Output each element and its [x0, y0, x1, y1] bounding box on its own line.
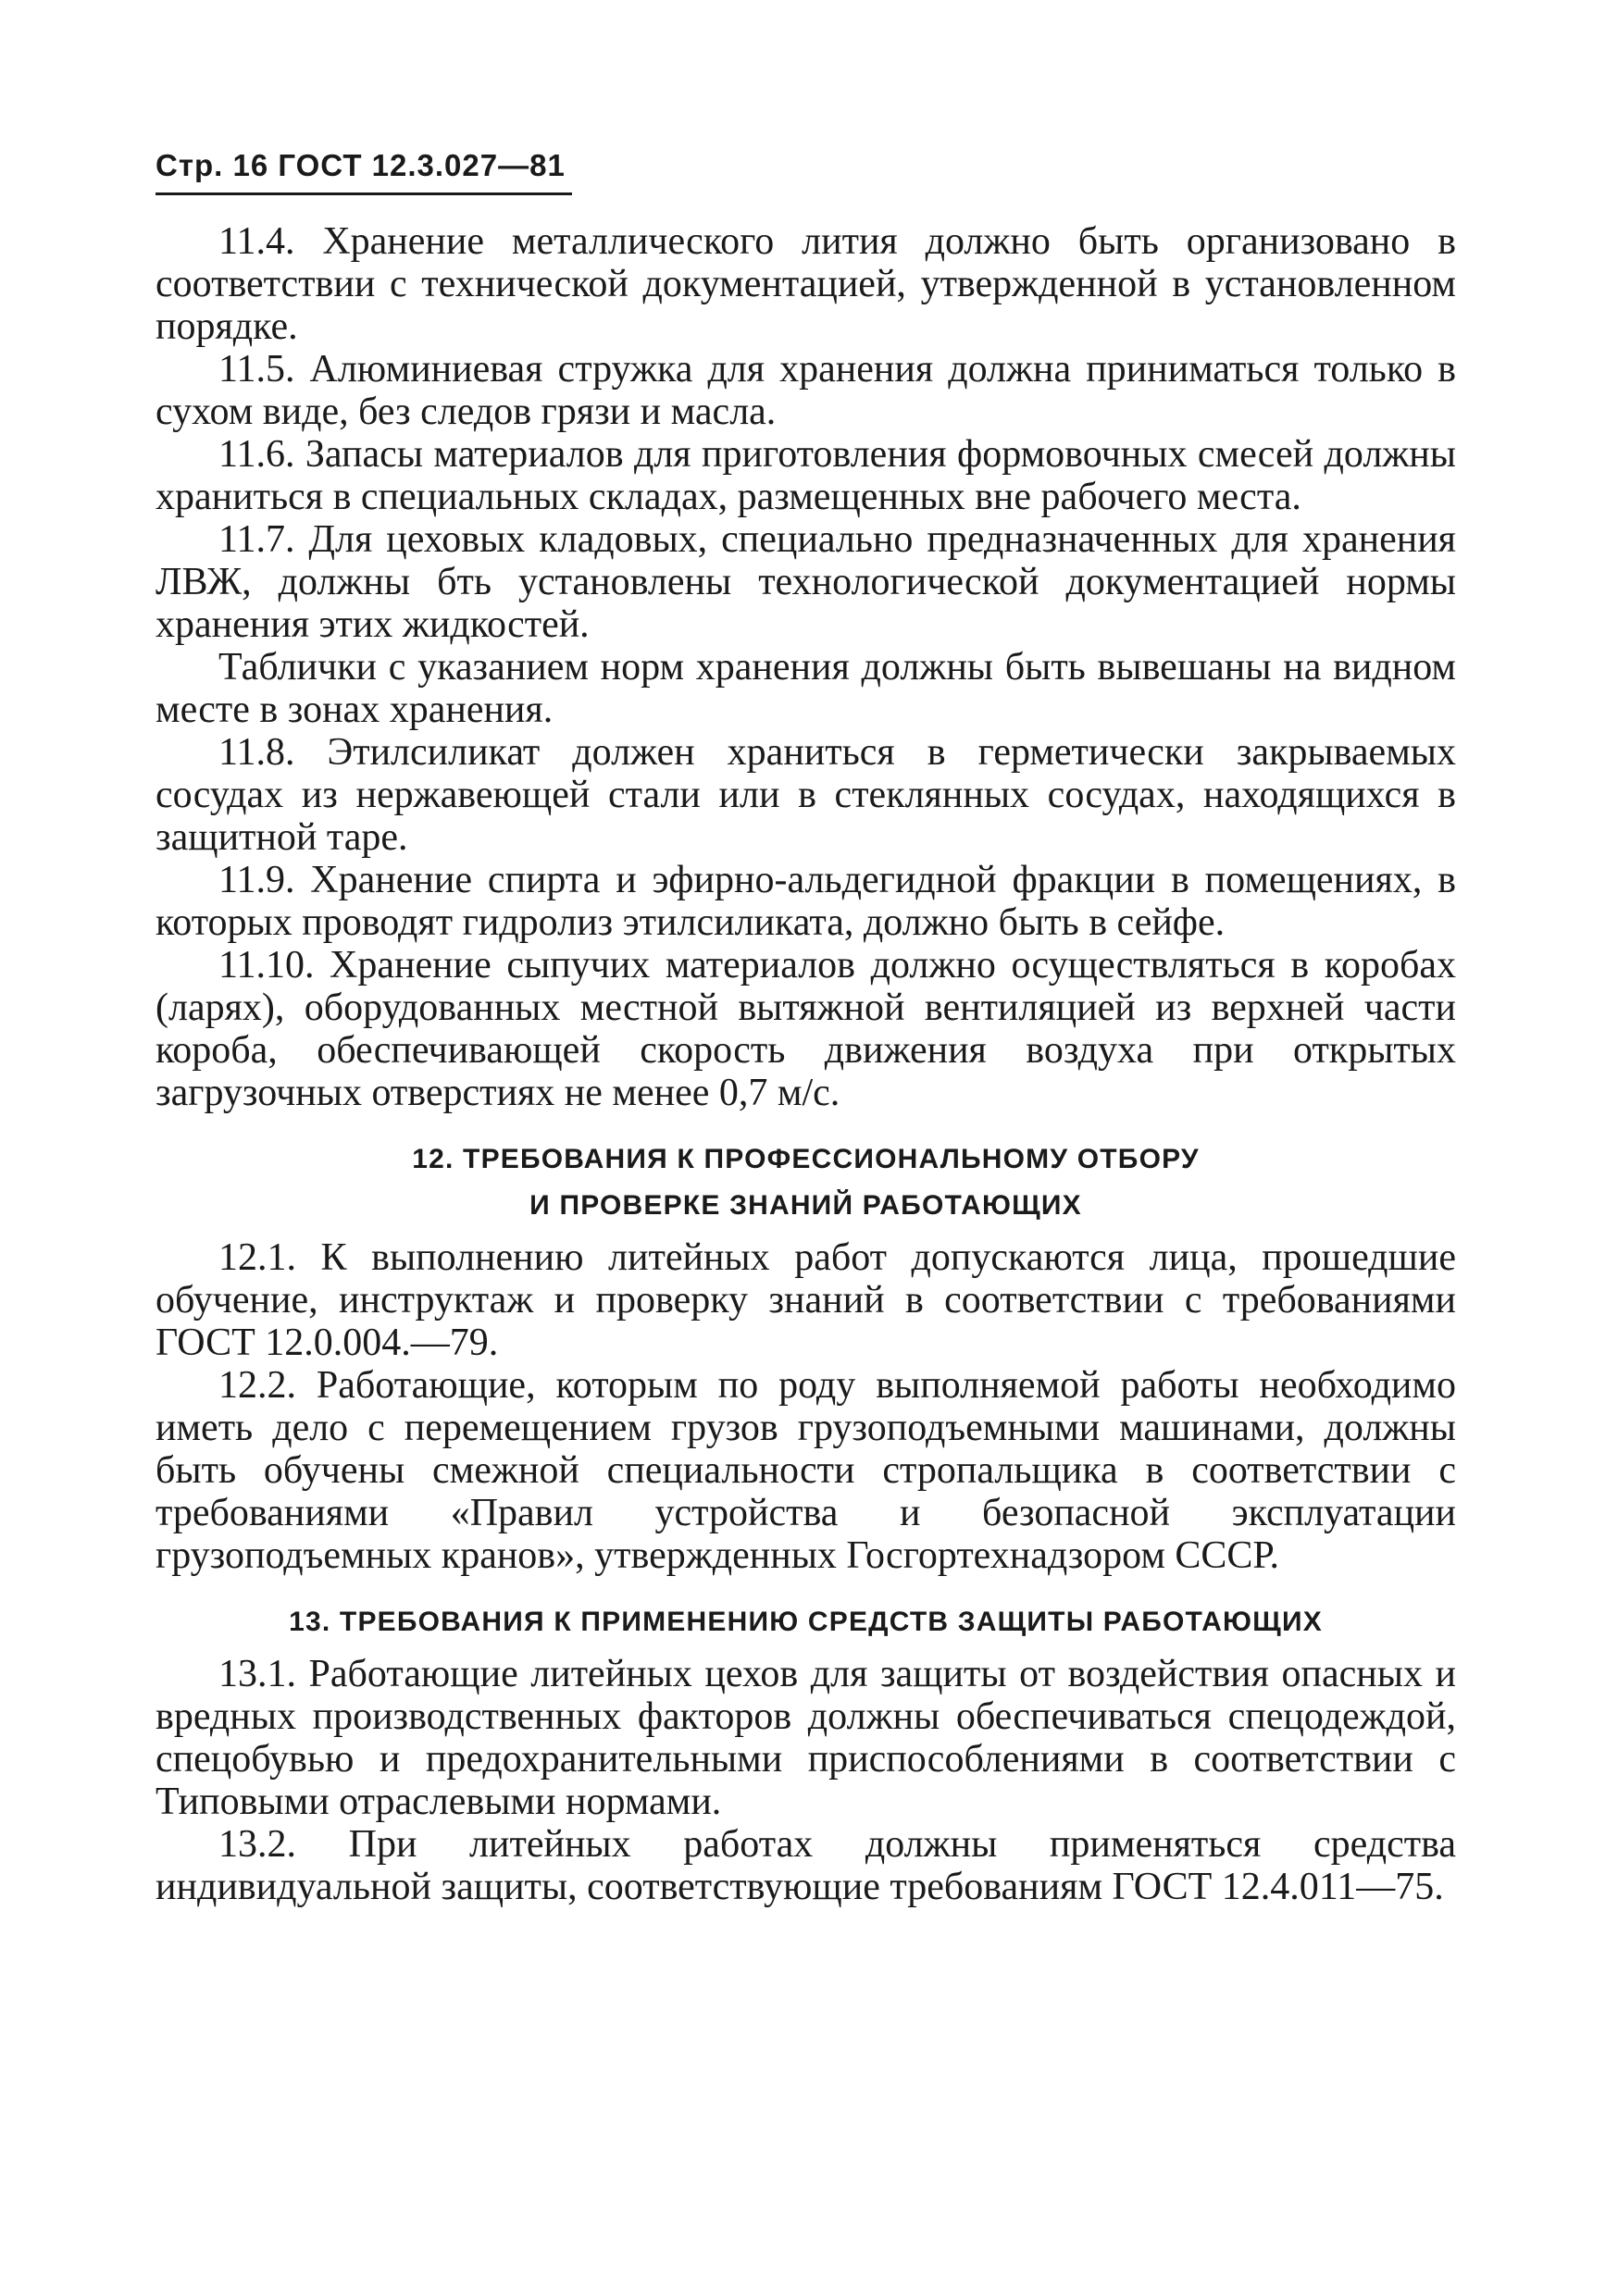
paragraph-13-1: 13.1. Работающие литейных цехов для защиты от воздействия опасных и вредных производственных факторов должны обеспечиваться спецодеждой, спецобувью и предохранительными приспособлениями в соответствии с Типовыми отраслевыми нормами. [156, 1653, 1456, 1823]
paragraph-11-5: 11.5. Алюминиевая стружка для хранения должна приниматься только в сухом виде, без следов грязи и масла. [156, 348, 1456, 433]
document-body [156, 220, 1456, 1908]
paragraph-11-7: 11.7. Для цеховых кладовых, специально предназначенных для хранения ЛВЖ, должны бть установлены технологической документацией нормы хранения этих жидкостей. [156, 518, 1456, 646]
paragraph-11-6: 11.6. Запасы материалов для приготовления формовочных смесей должны храниться в специальных складах, размещенных вне рабочего места. [156, 433, 1456, 518]
paragraph-13-2: 13.2. При литейных работах должны применяться средства индивидуальной защиты, соответствующие требованиям ГОСТ 12.4.011—75. [156, 1823, 1456, 1908]
paragraph-11-10: 11.10. Хранение сыпучих материалов должно осуществляться в коробах (ларях), оборудованных местной вытяжной вентиляцией из верхней части короба, обеспечивающей скорость движения воздуха при открытых загрузочных отверстиях не менее 0,7 м/с. [156, 944, 1456, 1114]
section-12-heading [156, 1136, 1456, 1229]
section-13-heading: 13. ТРЕБОВАНИЯ К ПРИМЕНЕНИЮ СРЕДСТВ ЗАЩИТЫ РАБОТАЮЩИХ [289, 1607, 1323, 1637]
section-11-continued [156, 220, 1456, 1114]
page-header: Стр. 16 ГОСТ 12.3.027—81 [156, 148, 572, 195]
section-12-heading-line1: 12. ТРЕБОВАНИЯ К ПРОФЕССИОНАЛЬНОМУ ОТБОРУ [412, 1144, 1200, 1174]
paragraph-11-7-note: Таблички с указанием норм хранения должны быть вывешаны на видном месте в зонах хранения. [156, 646, 1456, 731]
paragraph-11-9: 11.9. Хранение спирта и эфирно-альдегидной фракции в помещениях, в которых проводят гидролиз этилсиликата, должно быть в сейфе. [156, 859, 1456, 944]
paragraph-12-1: 12.1. К выполнению литейных работ допускаются лица, прошедшие обучение, инструктаж и проверку знаний в соответствии с требованиями ГОСТ 12.0.004.—79. [156, 1236, 1456, 1364]
section-13 [156, 1599, 1456, 1908]
paragraph-11-8: 11.8. Этилсиликат должен храниться в герметически закрываемых сосудах из нержавеющей стали или в стеклянных сосудах, находящихся в защитной таре. [156, 731, 1456, 859]
paragraph-12-2: 12.2. Работающие, которым по роду выполняемой работы необходимо иметь дело с перемещением грузов грузоподъемными машинами, должны быть обучены смежной специальности стропальщика в соответствии с требованиями «Правил устройства и безопасной эксплуатации грузоподъемных кранов», утвержденных Госгортехнадзором СССР. [156, 1364, 1456, 1577]
paragraph-11-4: 11.4. Хранение металлического лития должно быть организовано в соответствии с технической документацией, утвержденной в установленном порядке. [156, 220, 1456, 348]
section-12-heading-line2: И ПРОВЕРКЕ ЗНАНИЙ РАБОТАЮЩИХ [529, 1190, 1082, 1221]
section-12 [156, 1136, 1456, 1577]
